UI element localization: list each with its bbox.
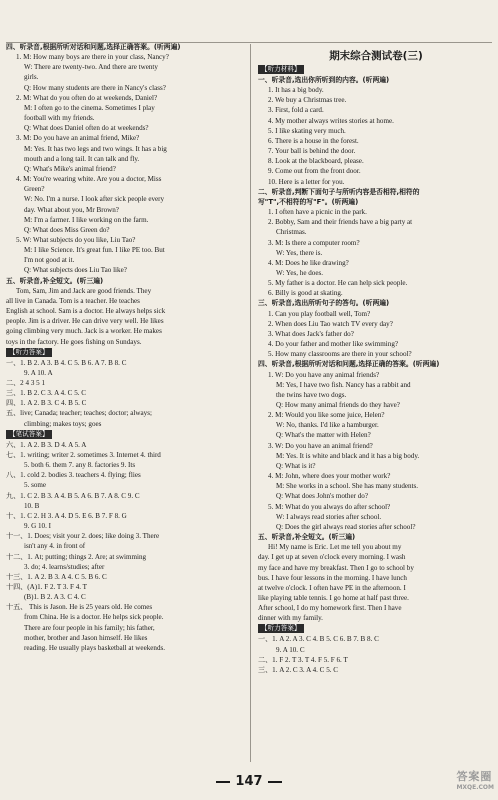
right-column-line: 3. First, fold a card. (268, 106, 324, 115)
left-column-line: toys in the factory. He goes fishing on Sundays. (6, 337, 142, 346)
right-column-line: Q: What is it? (276, 461, 316, 470)
right-column-line: Q: Does the girl always read stories after school? (276, 522, 416, 531)
right-column-line: W: No, thanks. I'd like a hamburger. (276, 421, 379, 430)
left-column-line: Green? (24, 185, 45, 194)
left-column-line: 五、live; Canada; teacher; teaches; doctor; always; (6, 409, 152, 418)
right-column-line: my face and have my breakfast. Then I go to school by (258, 563, 414, 572)
left-column-line: 十一、1. Does; visit your 2. does; like doing 3. There (6, 532, 160, 541)
right-column-line: 2. We buy a Christmas tree. (268, 96, 347, 105)
left-column-line (6, 347, 242, 358)
left-column-line: isn't any 4. in front of (24, 542, 86, 551)
section-label: 【听力答案】 (258, 624, 304, 633)
left-column-line: 5. some (24, 481, 47, 490)
right-column-line: Q: What does John's mother do? (276, 492, 368, 501)
right-column-line: 6. Billy is good at skating. (268, 289, 343, 298)
dash-left (216, 781, 230, 783)
right-column-line: 4. M: John, where does your mother work? (268, 472, 391, 481)
right-column-line: 一、听录音,选出你所听到的内容。(听两遍) (258, 76, 390, 84)
right-column-line: 5. M: What do you always do after school? (268, 502, 391, 511)
left-column-line: Q: What does Miss Green do? (24, 225, 110, 234)
right-column-line: 8. Look at the blackboard, please. (268, 157, 364, 166)
right-column-line: 5. I like skating very much. (268, 126, 346, 135)
dash-right (268, 781, 282, 783)
left-column-line: climbing; makes toys; goes (24, 419, 102, 428)
right-column-line: 1. It has a big body. (268, 86, 324, 95)
left-column-line (6, 429, 242, 440)
page-number (0, 774, 498, 789)
watermark-main: 答案圈 (456, 770, 493, 783)
column-divider (250, 44, 251, 762)
right-column-line: 写"T",不相符的写"F"。(听两遍) (258, 197, 359, 206)
right-column-line: 5. My father is a doctor. He can help sick people. (268, 279, 408, 288)
left-column-line: 五、听录音,补全短文。(听三遍) (6, 276, 104, 285)
left-column-line: 3. M: Do you have an animal friend, Mike? (16, 134, 140, 143)
right-column-line: M: Yes, I have two fish. Nancy has a rabbit and (276, 380, 411, 389)
right-column-line: W: I always read stories after school. (276, 512, 382, 521)
right-column-line: 三、1. A 2. C 3. A 4. C 5. C (258, 665, 339, 674)
right-column-line: After school, I do my homework first. Then I have (258, 604, 402, 613)
left-column-line: reading. He usually plays basketball at weekends. (24, 643, 166, 652)
right-column-line (258, 64, 494, 75)
left-column-line: mother, brother and Jason himself. He likes (24, 633, 148, 642)
right-column-line: 9. Come out from the front door. (268, 167, 361, 176)
left-column-line: 七、1. writing; writer 2. sometimes 3. Internet 4. third (6, 450, 161, 459)
left-column-line: girls. (24, 73, 39, 82)
right-column-line: Christmas. (276, 228, 307, 237)
right-column-line: day. I get up at seven o'clock every morning. I wash (258, 553, 406, 562)
left-column-line: 二、2 4 3 5 1 (6, 379, 46, 387)
page-number-text: 147 (235, 774, 263, 789)
left-column-line: (B)1. B 2. A 3. C 4. C (24, 593, 86, 602)
right-column-line: 2. M: Would you like some juice, Helen? (268, 411, 385, 420)
right-column-line: 3. What does Jack's father do? (268, 329, 354, 338)
right-column-line: 4. My mother always writes stories at home. (268, 116, 394, 125)
left-column-line: Q: How many students are there in Nancy's class? (24, 83, 166, 92)
right-column-line: 五、听录音,补全短文。(听三遍) (258, 533, 356, 542)
left-column-line: Q: What subjects does Liu Tao like? (24, 266, 127, 275)
left-column-line: M: I often go to the cinema. Sometimes I play (24, 103, 155, 112)
left-column-line: M: Yes. It has two legs and two wings. It has a big (24, 144, 167, 153)
left-column-line: M: I'm a farmer. I like working on the farm. (24, 215, 149, 224)
left-column-line: all live in Canada. Tom is a teacher. He teaches (6, 296, 140, 305)
left-column-line: 1. M: How many boys are there in your class, Nancy? (16, 53, 169, 62)
page-title: 期末综合测试卷(三) (329, 50, 423, 62)
right-column-line (258, 623, 494, 634)
right-column (258, 64, 494, 675)
left-column-line: 十三、1. A 2. B 3. A 4. C 5. B 6. C (6, 572, 107, 581)
section-label: 【笔试答案】 (6, 430, 52, 439)
right-column-line: bus. I have four lessons in the morning. I have lunch (258, 573, 407, 582)
left-column-line: 10. B (24, 501, 40, 510)
right-column-line: the twins have two dogs. (276, 390, 347, 399)
right-column-line: M: She works in a school. She has many students. (276, 482, 419, 491)
left-column-line: 2. M: What do you often do at weekends, Daniel? (16, 93, 158, 102)
left-column-line: 六、1. A 2. B 3. D 4. A 5. A (6, 440, 87, 449)
watermark-logo (456, 768, 494, 791)
right-column-line: 四、听录音,根据所听对话和问题,选择正确的答案。(听两遍) (258, 360, 440, 369)
left-column-line: English at school. Sam is a doctor. He always helps sick (6, 307, 166, 316)
left-column (6, 42, 242, 653)
left-column-line: football with my friends. (24, 114, 95, 123)
left-column-line: 十二、1. At; putting; things 2. Are; at swimming (6, 552, 147, 561)
left-column-line: 5. both 6. them 7. any 8. factories 9. Its (24, 461, 136, 470)
right-column-line: dinner with my family. (258, 614, 323, 623)
left-column-line: 四、1. A 2. B 3. C 4. B 5. C (6, 399, 87, 408)
left-column-line: people. Jim is a driver. He can drive very well. He likes (6, 317, 164, 326)
right-column-line: 9. A 10. C (276, 645, 305, 654)
left-column-line: 八、1. cold 2. bodies 3. teachers 4. flying; flies (6, 471, 141, 480)
right-column-line: 10. Here is a letter for you. (268, 177, 345, 186)
left-column-line: Q: What's Mike's animal friend? (24, 164, 116, 173)
left-column-line: going climbing very much. Jack is a worker. He makes (6, 327, 162, 336)
right-column-line: 6. There is a house in the forest. (268, 136, 359, 145)
right-column-line: 二、1. F 2. T 3. T 4. F 5. F 6. T (258, 655, 348, 664)
left-column-line: There are four people in his family; his father, (24, 623, 155, 632)
right-column-line: 1. W: Do you have any animal friends? (268, 370, 380, 379)
right-column-line: Hi! My name is Eric. Let me tell you about my (268, 543, 402, 552)
left-column-line: mouth and a long tail. It can talk and fly. (24, 154, 140, 163)
right-column-line: 7. Your ball is behind the door. (268, 147, 356, 156)
right-column-line: 5. How many classrooms are there in your school? (268, 350, 412, 359)
left-column-line: 3. do; 4. learns/studies; after (24, 562, 105, 571)
left-column-line: 九、1. C 2. B 3. A 4. B 5. A 6. B 7. A 8. C 9. C (6, 491, 140, 500)
left-column-line: Tom, Sam, Jim and Jack are good friends. They (16, 286, 152, 295)
left-column-line: I'm not good at it. (24, 256, 75, 265)
right-column-line: 4. Do your father and mother like swimming? (268, 340, 399, 349)
left-column-line: W: There are twenty-two. And there are twenty (24, 63, 158, 72)
right-column-line: W: Yes, he does. (276, 268, 324, 277)
right-column-line: 2. Bobby, Sam and their friends have a big party at (268, 218, 413, 227)
left-column-line: 十五、 This is Jason. He is 25 years old. He comes (6, 603, 153, 612)
section-label: 【听力材料】 (258, 65, 304, 74)
right-column-line: 4. M: Does he like drawing? (268, 258, 349, 267)
right-column-line: 二、听录音,判断下面句子与所听内容是否相符,相符的 (258, 187, 420, 196)
left-column-line: 4. M: You're wearing white. Are you a doctor, Miss (16, 175, 162, 184)
right-column-line: 3. M: Is there a computer room? (268, 238, 360, 247)
right-column-line: 一、1. A 2. A 3. C 4. B 5. C 6. B 7. B 8. C (258, 635, 379, 644)
right-column-line: Q: What's the matter with Helen? (276, 431, 371, 440)
left-column-line: 5. W: What subjects do you like, Liu Tao? (16, 235, 136, 244)
left-column-line: W: No. I'm a nurse. I look after sick people every (24, 195, 165, 204)
left-column-line: 十四、(A)1. F 2. T 3. F 4. T (6, 582, 87, 591)
left-column-line: Q: What does Daniel often do at weekends? (24, 124, 149, 133)
right-column-line: 2. When does Liu Tao watch TV every day? (268, 319, 393, 328)
right-column-line: Q: How many animal friends do they have? (276, 401, 400, 409)
left-column-line: 十、1. C 2. H 3. A 4. D 5. E 6. B 7. F 8. G (6, 511, 127, 520)
right-column-line: M: Yes. It is white and black and it has a big body. (276, 451, 420, 460)
right-column-line: like playing table tennis. I go home at half past three. (258, 593, 409, 602)
left-column-line: day. What about you, Mr Brown? (24, 205, 119, 214)
right-column-line: 三、听录音,选出所听句子的答句。(听两遍) (258, 299, 390, 308)
section-label: 【听力答案】 (6, 348, 52, 357)
left-column-line: 三、1. B 2. C 3. A 4. C 5. C (6, 389, 87, 398)
left-column-line: M: I like Science. It's great fun. I like PE too. But (24, 246, 165, 255)
right-column-line: at twelve o'clock. I often have PE in the afternoon. I (258, 583, 406, 592)
left-column-line: 9. G 10. I (24, 522, 51, 531)
watermark-sub: MXQE.COM (456, 784, 494, 791)
right-column-line: 1. I often have a picnic in the park. (268, 208, 367, 217)
right-column-line: 1. Can you play football well, Tom? (268, 309, 371, 318)
left-column-line: from China. He is a doctor. He helps sick people. (24, 613, 164, 622)
right-column-line: W: Yes, there is. (276, 248, 323, 257)
right-column-line: 3. W: Do you have an animal friend? (268, 441, 373, 450)
left-column-line: 四、听录音,根据所听对话和问题,选择正确答案。(听两遍) (6, 43, 181, 51)
left-column-line: 一、1. B 2. A 3. B 4. C 5. B 6. A 7. B 8. C (6, 358, 127, 367)
left-column-line: 9. A 10. A (24, 368, 53, 377)
